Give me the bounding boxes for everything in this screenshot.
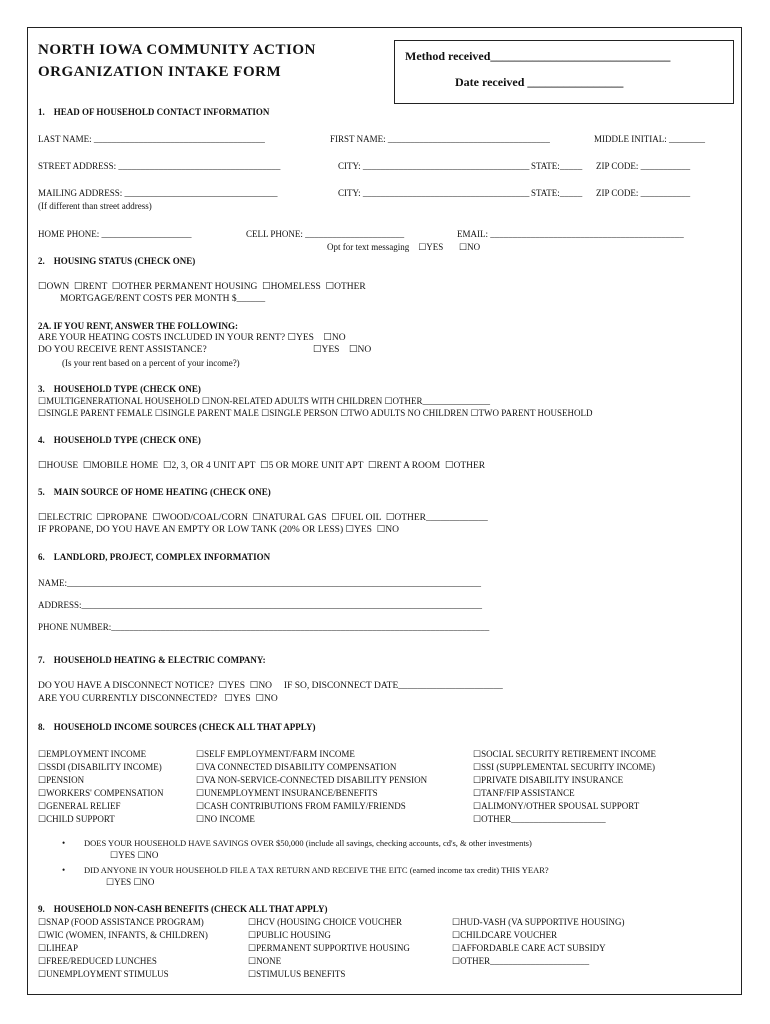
benefit-option[interactable]: ☐SNAP (FOOD ASSISTANCE PROGRAM) <box>38 917 204 927</box>
disconnected-question[interactable]: ARE YOU CURRENTLY DISCONNECTED? ☐YES ☐NO <box>38 694 278 704</box>
street-city-field[interactable]: CITY: _____________________________________ <box>338 161 530 171</box>
income-option[interactable]: ☐GENERAL RELIEF <box>38 801 121 811</box>
income-option[interactable]: ☐TANF/FIP ASSISTANCE <box>473 788 575 798</box>
last-name-field[interactable]: LAST NAME: ______________________________________ <box>38 134 265 144</box>
household-type-options-2[interactable]: ☐SINGLE PARENT FEMALE ☐SINGLE PARENT MALE ☐SINGLE PERSON ☐TWO ADULTS NO CHILDREN ☐TWO PARENT HOUSEHOLD <box>38 408 593 418</box>
street-zip-field[interactable]: ZIP CODE: ___________ <box>596 161 691 171</box>
section-5-heading: 5. MAIN SOURCE OF HOME HEATING (CHECK ONE) <box>38 487 271 497</box>
section-2a-heading: 2A. IF YOU RENT, ANSWER THE FOLLOWING: <box>38 321 239 331</box>
mailing-city-field[interactable]: CITY: _____________________________________ <box>338 188 530 198</box>
benefit-option[interactable]: ☐PERMANENT SUPPORTIVE HOUSING <box>248 943 410 953</box>
section-7-heading: 7. HOUSEHOLD HEATING & ELECTRIC COMPANY: <box>38 655 266 665</box>
income-option[interactable]: ☐EMPLOYMENT INCOME <box>38 749 147 759</box>
rent-assistance-question: DO YOU RECEIVE RENT ASSISTANCE? <box>38 345 207 355</box>
benefit-option[interactable]: ☐WIC (WOMEN, INFANTS, & CHILDREN) <box>38 930 208 940</box>
section-4-heading: 4. HOUSEHOLD TYPE (CHECK ONE) <box>38 435 201 445</box>
rent-assistance-note: (Is your rent based on a percent of your income?) <box>62 358 240 368</box>
mailing-note: (If different than street address) <box>38 201 152 211</box>
rent-assistance-options[interactable]: ☐YES ☐NO <box>313 345 372 355</box>
home-phone-field[interactable]: HOME PHONE: ____________________ <box>38 229 192 239</box>
income-option[interactable]: ☐VA NON-SERVICE-CONNECTED DISABILITY PENSION <box>196 775 428 785</box>
benefit-option[interactable]: ☐NONE <box>248 956 282 966</box>
section-1-heading: 1. HEAD OF HOUSEHOLD CONTACT INFORMATION <box>38 107 270 117</box>
cell-phone-field[interactable]: CELL PHONE: ______________________ <box>246 229 405 239</box>
benefit-option[interactable]: ☐UNEMPLOYMENT STIMULUS <box>38 969 169 979</box>
method-received: Method received______________________________ <box>405 49 671 63</box>
form-title-line-1: NORTH IOWA COMMUNITY ACTION <box>38 42 316 58</box>
household-type-options-1[interactable]: ☐MULTIGENERATIONAL HOUSEHOLD ☐NON-RELATED ADULTS WITH CHILDREN ☐OTHER_______________ <box>38 396 491 406</box>
section-9-heading: 9. HOUSEHOLD NON-CASH BENEFITS (CHECK ALL THAT APPLY) <box>38 904 328 914</box>
income-option[interactable]: ☐PENSION <box>38 775 85 785</box>
mailing-zip-field[interactable]: ZIP CODE: ___________ <box>596 188 691 198</box>
income-option[interactable]: ☐VA CONNECTED DISABILITY COMPENSATION <box>196 762 397 772</box>
dwelling-type-options[interactable]: ☐HOUSE ☐MOBILE HOME ☐2, 3, OR 4 UNIT APT ☐5 OR MORE UNIT APT ☐RENT A ROOM ☐OTHER <box>38 461 486 471</box>
benefit-option[interactable]: ☐HUD-VASH (VA SUPPORTIVE HOUSING) <box>452 917 625 927</box>
bullet-dot: • <box>62 865 66 875</box>
first-name-field[interactable]: FIRST NAME: ____________________________________ <box>330 134 550 144</box>
mortgage-rent-cost-field[interactable]: MORTGAGE/RENT COSTS PER MONTH $______ <box>60 294 266 304</box>
benefit-option[interactable]: ☐PUBLIC HOUSING <box>248 930 331 940</box>
bullet-dot: • <box>62 838 66 848</box>
savings-options[interactable]: ☐YES ☐NO <box>110 850 159 860</box>
eitc-question: DID ANYONE IN YOUR HOUSEHOLD FILE A TAX RETURN AND RECEIVE THE EITC (earned income tax credit) THIS YEAR? <box>84 865 549 875</box>
benefit-option[interactable]: ☐FREE/REDUCED LUNCHES <box>38 956 157 966</box>
benefit-option[interactable]: ☐OTHER______________________ <box>452 956 590 966</box>
received-box <box>394 40 734 104</box>
income-option[interactable]: ☐OTHER_____________________ <box>473 814 606 824</box>
section-6-heading: 6. LANDLORD, PROJECT, COMPLEX INFORMATION <box>38 552 271 562</box>
form-title-line-2: ORGANIZATION INTAKE FORM <box>38 64 282 80</box>
disconnect-notice-question[interactable]: DO YOU HAVE A DISCONNECT NOTICE? ☐YES ☐NO IF SO, DISCONNECT DATE______________________ <box>38 681 503 691</box>
street-address-field[interactable]: STREET ADDRESS: ____________________________________ <box>38 161 281 171</box>
email-field[interactable]: EMAIL: ___________________________________________ <box>457 229 684 239</box>
landlord-address-field[interactable]: ADDRESS:_________________________________________________________________________________________ <box>38 600 483 610</box>
middle-initial-field[interactable]: MIDDLE INITIAL: ________ <box>594 134 705 144</box>
eitc-options[interactable]: ☐YES ☐NO <box>106 877 155 887</box>
benefit-option[interactable]: ☐HCV (HOUSING CHOICE VOUCHER <box>248 917 402 927</box>
income-option[interactable]: ☐SOCIAL SECURITY RETIREMENT INCOME <box>473 749 656 759</box>
benefit-option[interactable]: ☐STIMULUS BENEFITS <box>248 969 346 979</box>
income-option[interactable]: ☐UNEMPLOYMENT INSURANCE/BENEFITS <box>196 788 378 798</box>
income-option[interactable]: ☐ALIMONY/OTHER SPOUSAL SUPPORT <box>473 801 640 811</box>
mailing-state-field[interactable]: STATE:_____ <box>531 188 583 198</box>
income-option[interactable]: ☐SELF EMPLOYMENT/FARM INCOME <box>196 749 355 759</box>
section-2-heading: 2. HOUSING STATUS (CHECK ONE) <box>38 256 196 266</box>
landlord-phone-field[interactable]: PHONE NUMBER:____________________________________________________________________________________ <box>38 622 490 632</box>
section-3-heading: 3. HOUSEHOLD TYPE (CHECK ONE) <box>38 384 201 394</box>
savings-question: DOES YOUR HOUSEHOLD HAVE SAVINGS OVER $50,000 (include all savings, checking accounts, cd's, & other investments) <box>84 838 532 848</box>
income-option[interactable]: ☐NO INCOME <box>196 814 255 824</box>
benefit-option[interactable]: ☐LIHEAP <box>38 943 79 953</box>
benefit-option[interactable]: ☐CHILDCARE VOUCHER <box>452 930 558 940</box>
income-option[interactable]: ☐WORKERS' COMPENSATION <box>38 788 164 798</box>
income-option[interactable]: ☐SSI (SUPPLEMENTAL SECURITY INCOME) <box>473 762 655 772</box>
income-option[interactable]: ☐CASH CONTRIBUTIONS FROM FAMILY/FRIENDS <box>196 801 406 811</box>
text-opt-in[interactable]: Opt for text messaging ☐YES ☐NO <box>327 242 481 252</box>
heating-source-options[interactable]: ☐ELECTRIC ☐PROPANE ☐WOOD/COAL/CORN ☐NATURAL GAS ☐FUEL OIL ☐OTHER_____________ <box>38 513 488 523</box>
benefit-option[interactable]: ☐AFFORDABLE CARE ACT SUBSIDY <box>452 943 606 953</box>
street-state-field[interactable]: STATE:_____ <box>531 161 583 171</box>
income-option[interactable]: ☐SSDI (DISABILITY INCOME) <box>38 762 162 772</box>
propane-tank-question[interactable]: IF PROPANE, DO YOU HAVE AN EMPTY OR LOW TANK (20% OR LESS) ☐YES ☐NO <box>38 525 399 535</box>
housing-status-options[interactable]: ☐OWN ☐RENT ☐OTHER PERMANENT HOUSING ☐HOMELESS ☐OTHER <box>38 282 366 292</box>
landlord-name-field[interactable]: NAME:____________________________________________________________________________________________ <box>38 578 481 588</box>
income-option[interactable]: ☐CHILD SUPPORT <box>38 814 115 824</box>
heating-included-question[interactable]: ARE YOUR HEATING COSTS INCLUDED IN YOUR RENT? ☐YES ☐NO <box>38 333 346 343</box>
income-option[interactable]: ☐PRIVATE DISABILITY INSURANCE <box>473 775 624 785</box>
date-received: Date received ________________ <box>455 75 624 89</box>
section-8-heading: 8. HOUSEHOLD INCOME SOURCES (CHECK ALL THAT APPLY) <box>38 722 316 732</box>
mailing-address-field[interactable]: MAILING ADDRESS: __________________________________ <box>38 188 278 198</box>
